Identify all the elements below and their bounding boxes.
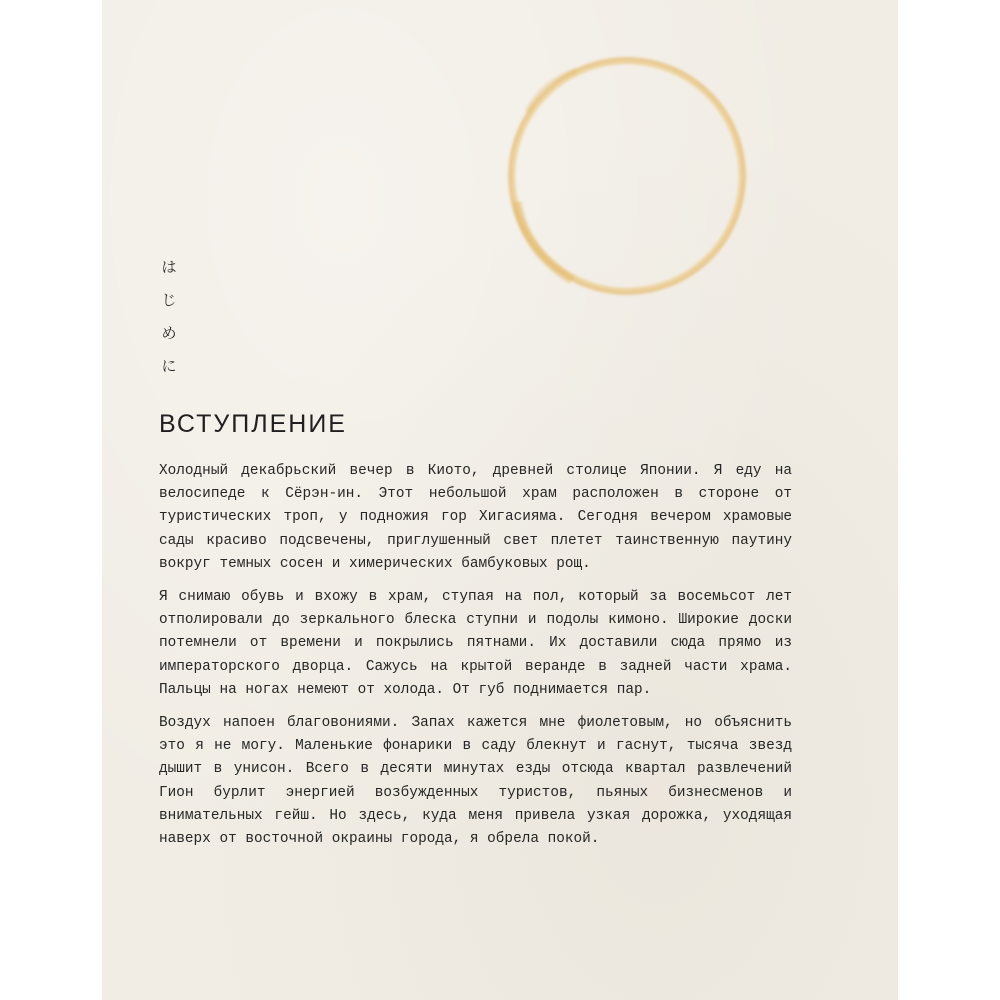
- paragraph: Воздух напоен благовониями. Запах кажется мне фиолетовым, но объяснить это я не могу. Маленькие фонарики в саду блекнут и гаснут, тысяча звезд дышит в унисон. Всего в десяти минутах езды отсюда квартал развлечений Гион бурлит энергией возбужденных туристов, пьяных бизнесменов и внимательных гейш. Но здесь, куда меня привела узкая дорожка, уходящая наверх от восточной окраины города, я обрела покой.: [159, 715, 792, 848]
- paragraph: Холодный декабрьский вечер в Киото, древней столице Японии. Я еду на велосипеде к Сёрэн-ин. Этот небольшой храм расположен в стороне от туристических троп, у подножия гор Хигасияма. Сегодня вечером храмовые сады красиво подсвечены, приглушенный свет плетет таинственную паутину вокруг темных сосен и химерических бамбуковых рощ.: [159, 463, 792, 572]
- chapter-heading: ВСТУПЛЕНИЕ: [159, 410, 347, 438]
- jp-char: に: [161, 357, 177, 375]
- coffee-ring-stain: [497, 52, 757, 302]
- paragraph: Я снимаю обувь и вхожу в храм, ступая на пол, который за восемьсот лет отполировали до зеркального блеска ступни и подолы кимоно. Широкие доски потемнели от времени и покрылись пятнами. Их доставили сюда прямо из императорского дворца. Сажусь на крытой веранде в задней части храма. Пальцы на ногах немеют от холода. От губ поднимается пар.: [159, 589, 792, 698]
- body-text: [159, 460, 792, 861]
- jp-char: め: [161, 324, 177, 342]
- book-page: [102, 0, 898, 1000]
- jp-char: は: [161, 258, 177, 276]
- jp-char: じ: [161, 291, 177, 309]
- vertical-japanese-title: [157, 255, 181, 387]
